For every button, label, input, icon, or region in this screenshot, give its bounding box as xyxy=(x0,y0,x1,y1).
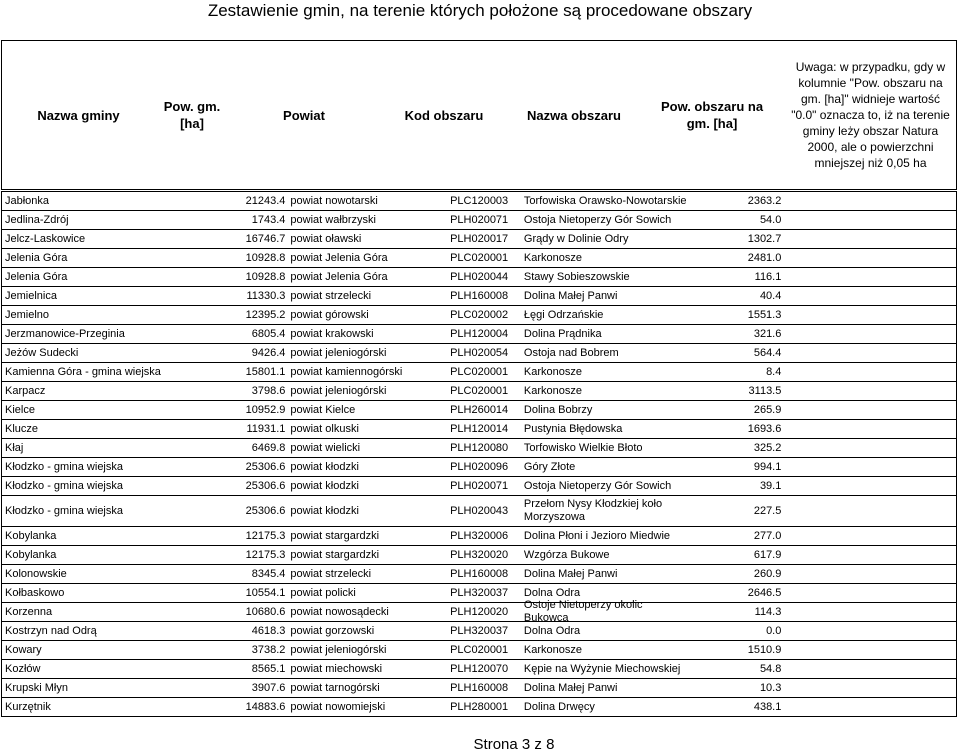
cell-gmina: Jedlina-Zdrój xyxy=(5,214,69,226)
cell-gmina: Kamienna Góra - gmina wiejska xyxy=(5,366,161,378)
cell-kod: PLC020001 xyxy=(450,366,509,378)
cell-nazwa: Torfowisko Wielkie Błoto xyxy=(523,441,643,454)
table-row xyxy=(1,268,957,287)
cell-kod: PLH120080 xyxy=(450,442,509,454)
header-pow-obszaru: Pow. obszaru na gm. [ha] xyxy=(660,99,764,131)
cell-pow: 10928.8 xyxy=(245,252,286,264)
cell-kod: PLH120004 xyxy=(450,328,509,340)
table-row xyxy=(1,363,957,382)
cell-gm: 617.9 xyxy=(753,549,782,561)
cell-powiat: powiat nowotarski xyxy=(290,195,378,207)
cell-kod: PLC020001 xyxy=(450,385,509,397)
cell-powiat: powiat jeleniogórski xyxy=(290,347,387,359)
cell-powiat: powiat nowomiejski xyxy=(290,701,386,713)
cell-kod: PLH320037 xyxy=(450,587,509,599)
cell-kod: PLH120070 xyxy=(450,663,509,675)
data-table-body xyxy=(1,191,957,717)
cell-gmina: Krupski Młyn xyxy=(5,682,68,694)
cell-powiat: powiat krakowski xyxy=(290,328,374,340)
cell-gmina: Kobylanka xyxy=(5,549,57,561)
cell-pow: 25306.6 xyxy=(245,461,286,473)
cell-nazwa: Ostoja nad Bobrem xyxy=(523,346,619,359)
cell-nazwa: Przełom Nysy Kłodzkiej koło Morzyszowa xyxy=(523,498,663,523)
cell-pow: 3738.2 xyxy=(251,644,286,656)
cell-kod: PLH020096 xyxy=(450,461,509,473)
cell-gm: 10.3 xyxy=(759,682,782,694)
cell-powiat: powiat kłodzki xyxy=(290,480,359,492)
cell-nazwa: Dolina Płoni i Jezioro Miedwie xyxy=(523,529,671,542)
cell-gmina: Kobylanka xyxy=(5,530,57,542)
cell-gm: 260.9 xyxy=(753,568,782,580)
cell-gm: 265.9 xyxy=(753,404,782,416)
cell-nazwa: Ostoje Nietoperzy okolic Bukowca xyxy=(523,599,643,624)
cell-pow: 14883.6 xyxy=(245,701,286,713)
cell-powiat: powiat tarnogórski xyxy=(290,682,380,694)
page-title: Zestawienie gmin, na terenie których położone są procedowane obszary xyxy=(207,1,753,20)
cell-kod: PLH020071 xyxy=(450,480,509,492)
cell-kod: PLH260014 xyxy=(450,404,509,416)
cell-pow: 12175.3 xyxy=(245,530,286,542)
cell-kod: PLC020001 xyxy=(450,252,509,264)
cell-powiat: powiat wielicki xyxy=(290,442,361,454)
cell-gmina: Kostrzyn nad Odrą xyxy=(5,625,97,637)
cell-powiat: powiat stargardzki xyxy=(290,549,380,561)
cell-gm: 39.1 xyxy=(759,480,782,492)
cell-pow: 12395.2 xyxy=(245,309,286,321)
cell-powiat: powiat jeleniogórski xyxy=(290,644,387,656)
cell-pow: 6469.8 xyxy=(251,442,286,454)
cell-gm: 54.8 xyxy=(759,663,782,675)
cell-nazwa: Dolina Małej Panwi xyxy=(523,681,618,694)
cell-pow: 21243.4 xyxy=(245,195,286,207)
cell-gmina: Korzenna xyxy=(5,606,53,618)
cell-gm: 564.4 xyxy=(753,347,782,359)
table-row xyxy=(1,401,957,420)
cell-powiat: powiat wałbrzyski xyxy=(290,214,376,226)
table-row xyxy=(1,679,957,698)
table-row xyxy=(1,211,957,230)
table-header xyxy=(1,40,957,190)
table-row xyxy=(1,287,957,306)
cell-powiat: powiat Jelenia Góra xyxy=(290,271,388,283)
cell-gm: 321.6 xyxy=(753,328,782,340)
cell-gm: 2363.2 xyxy=(747,195,782,207)
cell-pow: 15801.1 xyxy=(245,366,286,378)
cell-pow: 8565.1 xyxy=(251,663,286,675)
cell-nazwa: Karkonosze xyxy=(523,643,582,656)
cell-powiat: powiat miechowski xyxy=(290,663,383,675)
cell-gmina: Jelenia Góra xyxy=(5,271,68,283)
cell-kod: PLH120014 xyxy=(450,423,509,435)
cell-nazwa: Karkonosze xyxy=(523,384,582,397)
cell-powiat: powiat Kielce xyxy=(290,404,356,416)
cell-powiat: powiat gorzowski xyxy=(290,625,375,637)
cell-nazwa: Ostoja Nietoperzy Gór Sowich xyxy=(523,479,672,492)
cell-nazwa: Torfowiska Orawsko-Nowotarskie xyxy=(523,194,687,207)
cell-gmina: Jelenia Góra xyxy=(5,252,68,264)
cell-nazwa: Dolina Drwęcy xyxy=(523,700,595,713)
cell-kod: PLH280001 xyxy=(450,701,509,713)
cell-gm: 8.4 xyxy=(766,366,782,378)
cell-gmina: Kozłów xyxy=(5,663,41,675)
table-row xyxy=(1,641,957,660)
cell-gmina: Jerzmanowice-Przeginia xyxy=(5,328,125,340)
cell-powiat: powiat oławski xyxy=(290,233,362,245)
header-nazwa-gminy: Nazwa gminy xyxy=(37,107,120,123)
cell-powiat: powiat policki xyxy=(290,587,356,599)
header-uwaga-note: Uwaga: w przypadku, gdy w kolumnie "Pow. obszaru na gm. [ha]" widnieje wartość "0.0" oznacza to, iż na terenie gminy leży obszar Natura 2000, ale o powierzchni mniejszej niż 0,05 ha xyxy=(791,60,950,170)
cell-kod: PLH020044 xyxy=(450,271,509,283)
cell-pow: 4618.3 xyxy=(251,625,286,637)
cell-gmina: Kolonowskie xyxy=(5,568,67,580)
cell-gm: 438.1 xyxy=(753,701,782,713)
table-row xyxy=(1,622,957,641)
cell-kod: PLH020054 xyxy=(450,347,509,359)
cell-nazwa: Łęgi Odrzańskie xyxy=(523,308,604,321)
cell-powiat: powiat nowosądecki xyxy=(290,606,389,618)
cell-gmina: Jelcz-Laskowice xyxy=(5,233,86,245)
cell-nazwa: Dolina Małej Panwi xyxy=(523,567,618,580)
cell-kod: PLH160008 xyxy=(450,682,509,694)
table-row xyxy=(1,306,957,325)
table-row xyxy=(1,191,957,211)
cell-nazwa: Ostoja Nietoperzy Gór Sowich xyxy=(523,213,672,226)
cell-pow: 3798.6 xyxy=(251,385,286,397)
cell-gm: 1693.6 xyxy=(747,423,782,435)
table-row xyxy=(1,477,957,496)
cell-powiat: powiat górowski xyxy=(290,309,369,321)
cell-nazwa: Karkonosze xyxy=(523,251,582,264)
table-row xyxy=(1,565,957,584)
table-row xyxy=(1,382,957,401)
table-row xyxy=(1,698,957,717)
cell-pow: 11931.1 xyxy=(246,423,286,435)
cell-gmina: Kłodzko - gmina wiejska xyxy=(5,461,123,473)
cell-pow: 3907.6 xyxy=(251,682,286,694)
cell-nazwa: Dolina Bobrzy xyxy=(523,403,593,416)
cell-powiat: powiat stargardzki xyxy=(290,530,380,542)
cell-pow: 10554.1 xyxy=(245,587,286,599)
cell-pow: 10928.8 xyxy=(245,271,286,283)
cell-gm: 3113.5 xyxy=(748,385,782,397)
cell-nazwa: Góry Złote xyxy=(523,460,576,473)
table-row xyxy=(1,325,957,344)
cell-powiat: powiat kłodzki xyxy=(290,461,359,473)
cell-kod: PLH160008 xyxy=(450,568,509,580)
cell-gmina: Jemielno xyxy=(5,309,50,321)
header-pow-gm: Pow. gm. [ha] xyxy=(163,99,221,131)
cell-pow: 1743.4 xyxy=(251,214,286,226)
cell-kod: PLH160008 xyxy=(450,290,509,302)
cell-powiat: powiat jeleniogórski xyxy=(290,385,387,397)
table-row xyxy=(1,230,957,249)
cell-pow: 9426.4 xyxy=(251,347,286,359)
cell-pow: 10952.9 xyxy=(245,404,286,416)
cell-gm: 2646.5 xyxy=(747,587,782,599)
cell-gm: 40.4 xyxy=(759,290,782,302)
cell-pow: 16746.7 xyxy=(245,233,286,245)
cell-gm: 325.2 xyxy=(753,442,782,454)
cell-kod: PLH320020 xyxy=(450,549,509,561)
cell-gmina: Kowary xyxy=(5,644,42,656)
cell-gm: 54.0 xyxy=(759,214,782,226)
cell-gmina: Kłodzko - gmina wiejska xyxy=(5,505,123,517)
cell-gm: 994.1 xyxy=(753,461,782,473)
table-row xyxy=(1,344,957,363)
cell-pow: 25306.6 xyxy=(245,505,286,517)
cell-nazwa: Pustynia Błędowska xyxy=(523,422,623,435)
table-row xyxy=(1,420,957,439)
cell-gmina: Jabłonka xyxy=(5,195,50,207)
table-row xyxy=(1,660,957,679)
cell-gm: 1551.3 xyxy=(747,309,782,321)
cell-powiat: powiat olkuski xyxy=(290,423,359,435)
table-row xyxy=(1,439,957,458)
cell-nazwa: Wzgórza Bukowe xyxy=(523,548,610,561)
cell-kod: PLC020002 xyxy=(450,309,509,321)
cell-gmina: Klucze xyxy=(5,423,39,435)
cell-kod: PLH120020 xyxy=(450,606,509,618)
cell-gmina: Kłodzko - gmina wiejska xyxy=(5,480,123,492)
table-row xyxy=(1,546,957,565)
cell-gm: 116.1 xyxy=(754,271,782,283)
cell-powiat: powiat kłodzki xyxy=(290,505,359,517)
cell-gmina: Kołbaskowo xyxy=(5,587,65,599)
cell-gm: 227.5 xyxy=(753,505,782,517)
cell-pow: 11330.3 xyxy=(246,290,286,302)
cell-nazwa: Dolina Prądnika xyxy=(523,327,602,340)
cell-gm: 0.0 xyxy=(766,625,782,637)
cell-gmina: Kłaj xyxy=(5,442,24,454)
cell-powiat: powiat strzelecki xyxy=(290,568,372,580)
cell-gmina: Kurzętnik xyxy=(5,701,51,713)
cell-gmina: Karpacz xyxy=(5,385,46,397)
table-row xyxy=(1,496,957,527)
cell-nazwa: Dolina Małej Panwi xyxy=(523,289,618,302)
cell-powiat: powiat kamiennogórski xyxy=(290,366,403,378)
cell-nazwa: Stawy Sobieszowskie xyxy=(523,270,630,283)
table-row xyxy=(1,584,957,603)
cell-pow: 8345.4 xyxy=(251,568,286,580)
cell-gm: 2481.0 xyxy=(747,252,782,264)
cell-nazwa: Dolna Odra xyxy=(523,586,581,599)
cell-gm: 277.0 xyxy=(753,530,782,542)
cell-kod: PLH020071 xyxy=(450,214,509,226)
cell-powiat: powiat Jelenia Góra xyxy=(290,252,388,264)
cell-gm: 114.3 xyxy=(754,606,782,618)
cell-nazwa: Kępie na Wyżynie Miechowskiej xyxy=(523,662,681,675)
cell-kod: PLH020043 xyxy=(450,505,509,517)
cell-kod: PLC120003 xyxy=(450,195,509,207)
cell-gm: 1302.7 xyxy=(747,233,782,245)
header-nazwa-obszaru: Nazwa obszaru xyxy=(527,107,621,123)
cell-gmina: Kielce xyxy=(5,404,35,416)
cell-pow: 25306.6 xyxy=(245,480,286,492)
cell-nazwa: Karkonosze xyxy=(523,365,582,378)
table-row xyxy=(1,249,957,268)
cell-pow: 6805.4 xyxy=(251,328,286,340)
cell-kod: PLH020017 xyxy=(450,233,509,245)
header-powiat: Powiat xyxy=(283,107,325,123)
table-row xyxy=(1,599,957,624)
cell-nazwa: Grądy w Dolinie Odry xyxy=(523,232,629,245)
cell-gm: 1510.9 xyxy=(747,644,782,656)
cell-kod: PLH320006 xyxy=(450,530,509,542)
cell-pow: 10680.6 xyxy=(245,606,286,618)
cell-powiat: powiat strzelecki xyxy=(290,290,372,302)
page-number: Strona 3 z 8 xyxy=(473,736,555,753)
cell-kod: PLC020001 xyxy=(450,644,509,656)
cell-nazwa: Dolna Odra xyxy=(523,624,581,637)
table-row xyxy=(1,527,957,546)
cell-gmina: Jeżów Sudecki xyxy=(5,347,79,359)
cell-kod: PLH320037 xyxy=(450,625,509,637)
header-kod-obszaru: Kod obszaru xyxy=(404,107,484,123)
table-row xyxy=(1,458,957,477)
cell-gmina: Jemielnica xyxy=(5,290,57,302)
cell-pow: 12175.3 xyxy=(245,549,286,561)
